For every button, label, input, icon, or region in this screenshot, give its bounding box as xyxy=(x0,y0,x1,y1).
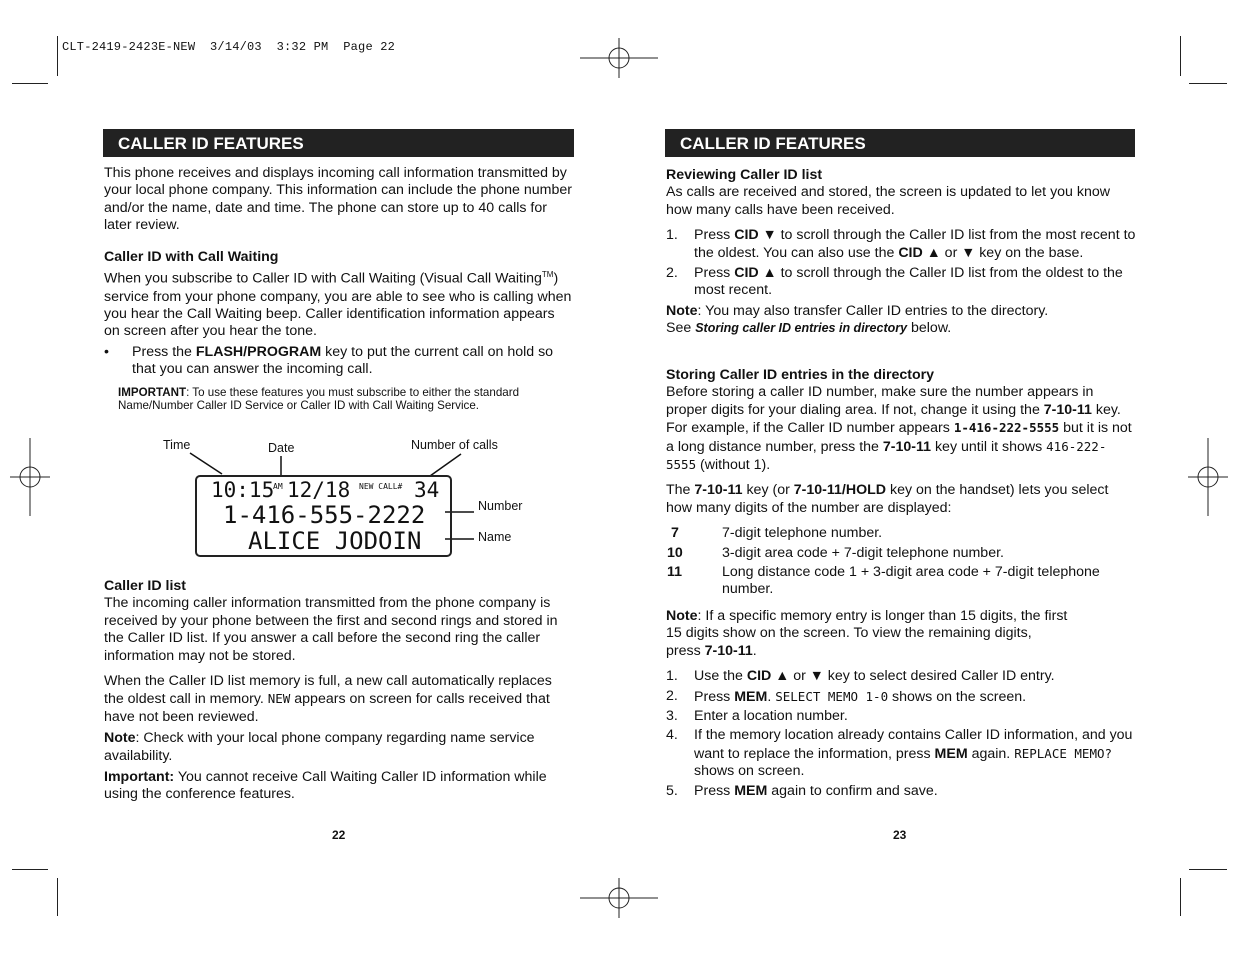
text-run: shows on the screen. xyxy=(888,688,1027,705)
digits-paragraph xyxy=(666,482,1136,517)
note-paragraph xyxy=(666,608,1136,660)
digits-row xyxy=(666,564,1136,599)
text-run: below. xyxy=(907,320,952,337)
diagram-label-number: Number xyxy=(478,499,523,513)
text-run: again. xyxy=(967,745,1015,762)
page-number-left: 22 xyxy=(332,828,346,842)
list-item xyxy=(666,265,1136,300)
important-text: : To use these features you must subscribe to either the standard Name/Number Caller ID Service or Caller ID with Call Waiting Service. xyxy=(118,386,520,413)
section-heading: Caller ID with Call Waiting xyxy=(104,249,279,265)
lcd-text: 1-416-222-5555 xyxy=(953,420,1060,436)
step-text xyxy=(694,783,1136,800)
memory-full-paragraph xyxy=(104,673,574,726)
digits-list xyxy=(666,525,1136,599)
key-name: 7-10-11 xyxy=(1043,401,1092,418)
section-heading: Caller ID list xyxy=(104,578,187,594)
text-run: ▼ to scroll through the Caller ID list from the most recent to the oldest. You can also use the xyxy=(694,227,1136,261)
digits-key: 10 xyxy=(667,544,683,561)
key-name: 7-10-11 xyxy=(694,482,743,499)
digits-key: 7 xyxy=(671,525,679,542)
key-name: 7-10-11 xyxy=(704,642,753,659)
text-run: ▲ or ▼ key to select desired Caller ID entry. xyxy=(771,668,1055,685)
text-run: ) service from your phone company, you are able to see who is calling when you hear the Call Waiting beep. Caller identification information appears on screen after you hear the tone. xyxy=(104,271,572,340)
storing-section xyxy=(666,367,1136,800)
step-text: Enter a location number. xyxy=(694,707,848,724)
key-name: MEM xyxy=(934,745,968,762)
trademark-symbol: TM xyxy=(541,270,554,280)
text-run: Press xyxy=(694,782,735,799)
digits-value: 3-digit area code + 7-digit telephone number. xyxy=(722,544,1004,561)
key-name: CID xyxy=(898,244,923,261)
lcd-am: AM xyxy=(273,482,283,491)
step-text xyxy=(694,227,1136,262)
text-run: key to put the current call on hold so that you can answer the incoming call. xyxy=(132,344,554,378)
text-run: Press xyxy=(694,265,735,282)
step-number: 2. xyxy=(666,687,678,704)
page-number-right: 23 xyxy=(893,828,907,842)
text-run: : You may also transfer Caller ID entries to the directory. xyxy=(697,302,1049,319)
lcd-text: 416-222-5555 xyxy=(666,438,1107,473)
step-text xyxy=(694,688,1136,706)
key-name: MEM xyxy=(734,688,768,705)
text-run: ▲ to scroll through the Caller ID list from the oldest to the most recent. xyxy=(694,265,1123,299)
key-name: 7-10-11/HOLD xyxy=(793,482,887,499)
diagram-label-date: Date xyxy=(268,441,295,455)
digits-key: 11 xyxy=(667,564,682,581)
step-text xyxy=(694,265,1136,300)
step-number: 5. xyxy=(666,782,678,799)
text-run: shows on screen. xyxy=(694,763,805,780)
lcd-text: REPLACE MEMO? xyxy=(1014,745,1113,761)
text-run: : Check with your local phone company regarding name service availability. xyxy=(104,730,535,764)
text-run: : If a specific memory entry is longer than 15 digits, the first xyxy=(697,607,1068,624)
lcd-date: 12/18 xyxy=(287,478,351,502)
step-number: 1. xyxy=(666,227,678,244)
text-run: When you subscribe to Caller ID with Call Waiting (Visual Call Waiting xyxy=(104,271,542,288)
text-run: You cannot receive Call Waiting Caller ID information while using the conference features. xyxy=(104,769,547,803)
lcd-call-count: 34 xyxy=(414,478,440,502)
important-paragraph xyxy=(104,769,574,804)
lcd-display xyxy=(195,475,452,557)
note-paragraph xyxy=(104,730,574,765)
diagram-label-time: Time xyxy=(163,438,191,452)
text-run: . xyxy=(752,642,757,659)
text-run: again to confirm and save. xyxy=(767,782,938,799)
caller-id-list-paragraph: The incoming caller information transmitted from the phone company is received by your phone between the first and second rings and stored in the Caller ID list. If you answer a call before the second ring the caller information may not be stored. xyxy=(104,595,558,664)
step-number: 3. xyxy=(666,707,678,724)
lcd-time: 10:15 xyxy=(211,478,275,502)
note-label: Note xyxy=(666,302,698,319)
text-run: . xyxy=(767,688,776,705)
step-number: 1. xyxy=(666,668,678,685)
text-run: (without 1). xyxy=(696,457,771,474)
text-run: See xyxy=(666,320,696,337)
text-run: Press xyxy=(694,227,735,244)
lcd-number: 1-416-555-2222 xyxy=(223,501,426,529)
list-item xyxy=(666,727,1136,780)
digits-row xyxy=(666,545,1136,562)
storing-paragraph xyxy=(666,384,1136,474)
text-run: When the Caller ID list memory is full, a new call automatically replaces the oldest call in memory. xyxy=(104,673,552,708)
text-run: The xyxy=(666,482,695,499)
text-run: appears on screen for calls received that have not been reviewed. xyxy=(104,691,550,725)
text-run: Press xyxy=(694,688,735,705)
digits-value: 7-digit telephone number. xyxy=(722,525,883,542)
diagram-label-calls: Number of calls xyxy=(411,438,498,452)
note-label: Note xyxy=(666,607,698,624)
text-run: press xyxy=(666,642,705,659)
list-item xyxy=(666,688,1136,706)
step-number: 2. xyxy=(666,265,678,282)
diagram-label-name: Name xyxy=(478,530,512,544)
section-heading: Reviewing Caller ID list xyxy=(666,167,823,183)
right-section-banner: CALLER ID FEATURES xyxy=(665,129,1135,157)
lcd-name: ALICE JODOIN xyxy=(248,527,422,555)
reviewing-paragraph: As calls are received and stored, the screen is updated to let you know how many calls have been received. xyxy=(666,184,1111,218)
step-number: 4. xyxy=(666,727,678,744)
lcd-text: SELECT MEMO 1-0 xyxy=(775,688,889,704)
text-run: Before storing a caller ID number, make sure the number appears in proper digits for your dialing area. If not, change it using the xyxy=(666,384,1094,418)
text-run: key until it shows xyxy=(931,438,1047,455)
list-item xyxy=(666,708,1136,725)
list-item xyxy=(666,668,1136,685)
reviewing-section xyxy=(666,167,1136,338)
review-steps xyxy=(666,227,1136,300)
digits-value: Long distance code 1 + 3-digit area code + 7-digit telephone number. xyxy=(722,564,1100,598)
important-label: Important: xyxy=(104,769,175,786)
lcd-text: NEW xyxy=(267,691,291,707)
lcd-new-call: NEW CALL# xyxy=(359,482,403,491)
key-name: CID xyxy=(734,227,759,244)
print-slug: CLT-2419-2423E-NEW 3/14/03 3:32 PM Page 22 xyxy=(62,40,396,54)
storing-steps xyxy=(666,668,1136,800)
key-name: CID xyxy=(734,265,759,282)
text-run: 15 digits show on the screen. To view the remaining digits, xyxy=(666,625,1032,642)
text-run: key. For example, if the Caller ID number appears xyxy=(666,401,1121,437)
digits-row xyxy=(666,525,1136,542)
list-item xyxy=(666,227,1136,262)
intro-paragraph: This phone receives and displays incoming call information transmitted by your local phone company. This information can include the phone number and/or the name, date and time. The phone can store up to 40 calls for later review. xyxy=(104,165,572,234)
text-run: key on the handset) lets you select how many digits of the number are displayed: xyxy=(666,482,1109,516)
text-run: Use the xyxy=(694,668,747,685)
bullet-icon: • xyxy=(104,344,109,360)
step-text xyxy=(694,668,1136,685)
section-heading: Storing Caller ID entries in the directory xyxy=(666,367,935,383)
text-run: ▲ or ▼ key on the base. xyxy=(922,244,1084,261)
note-label: Note xyxy=(104,730,136,747)
text-run: key (or xyxy=(742,482,794,499)
key-name: FLASH/PROGRAM xyxy=(195,344,322,360)
caller-id-list-section xyxy=(104,578,574,804)
text-run: Press the xyxy=(132,344,196,360)
text-run: but it is not a long distance number, press the xyxy=(666,420,1132,455)
cross-reference: Storing caller ID entries in directory xyxy=(695,321,908,336)
key-name: MEM xyxy=(734,782,768,799)
key-name: 7-10-11 xyxy=(882,438,932,455)
left-section-banner: CALLER ID FEATURES xyxy=(103,129,574,157)
step-text xyxy=(694,727,1136,780)
important-label: IMPORTANT xyxy=(118,386,187,399)
key-name: CID xyxy=(746,668,772,685)
text-run: If the memory location already contains Caller ID information, and you want to replace the information, press xyxy=(694,727,1133,762)
note-paragraph xyxy=(666,303,1136,338)
list-item xyxy=(666,783,1136,800)
